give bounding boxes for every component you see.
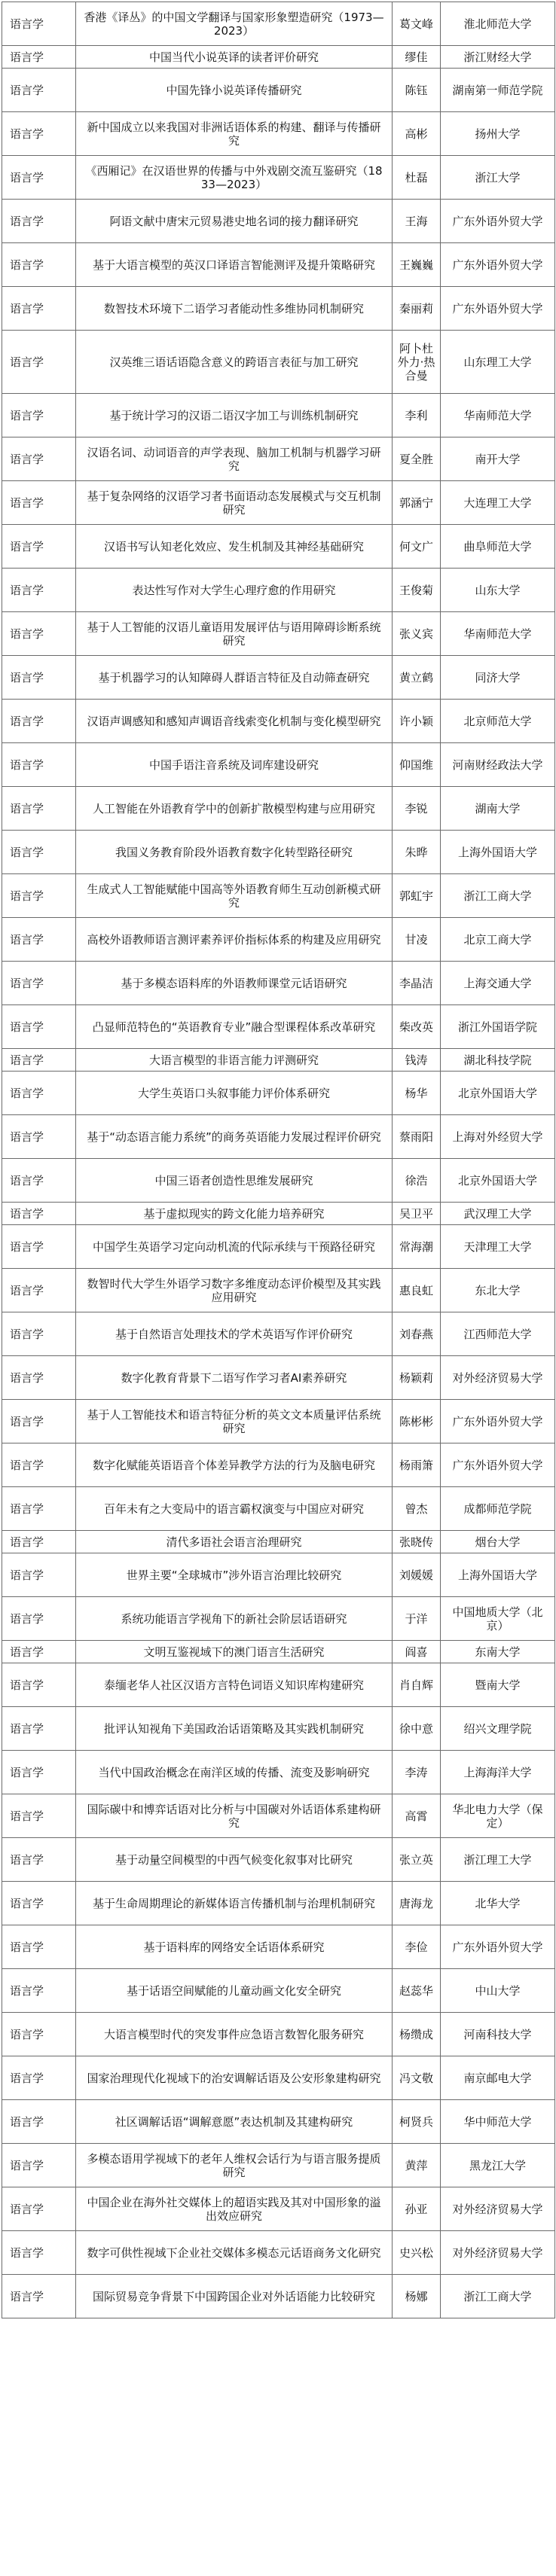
row-institution-cell: 北京外国语大学: [441, 1159, 555, 1203]
table-row: [2, 874, 555, 918]
table-row: [2, 2056, 555, 2100]
row-person-cell: 夏全胜: [393, 437, 441, 481]
row-title-cell: 大语言模型的非语言能力评测研究: [76, 1049, 393, 1072]
row-person-cell: 杜磊: [393, 156, 441, 200]
table-row: [2, 1005, 555, 1049]
row-person-cell: 李涛: [393, 1751, 441, 1794]
row-title-cell: 国际贸易竞争背景下中国跨国企业对外话语能力比较研究: [76, 2275, 393, 2318]
row-institution-cell: 广东外语外贸大学: [441, 243, 555, 287]
row-title-cell: 基于自然语言处理技术的学术英语写作评价研究: [76, 1312, 393, 1356]
row-institution-cell: 淮北师范大学: [441, 2, 555, 46]
row-person-cell: 刘媛媛: [393, 1553, 441, 1597]
row-field-cell: 语言学: [2, 46, 76, 69]
row-institution-cell: 暨南大学: [441, 1663, 555, 1707]
row-field-cell: 语言学: [2, 656, 76, 700]
table-row: [2, 743, 555, 787]
row-institution-cell: 广东外语外贸大学: [441, 287, 555, 331]
row-person-cell: 杨娜: [393, 2275, 441, 2318]
row-person-cell: 陈钰: [393, 69, 441, 112]
row-person-cell: 王海: [393, 200, 441, 243]
row-field-cell: 语言学: [2, 394, 76, 437]
row-field-cell: 语言学: [2, 1487, 76, 1531]
row-title-cell: 数智时代大学生外语学习数字多维度动态评价模型及其实践应用研究: [76, 1269, 393, 1312]
row-institution-cell: 曲阜师范大学: [441, 525, 555, 569]
row-title-cell: 汉英维三语话语隐含意义的跨语言表征与加工研究: [76, 331, 393, 394]
table-row: [2, 1072, 555, 1115]
row-title-cell: 表达性写作对大学生心理疗愈的作用研究: [76, 569, 393, 612]
row-title-cell: 国际碳中和博弈话语对比分析与中国碳对外话语体系建构研究: [76, 1794, 393, 1838]
table-row: [2, 1400, 555, 1443]
row-institution-cell: 北华大学: [441, 1882, 555, 1925]
table-row: [2, 1356, 555, 1400]
row-institution-cell: 广东外语外贸大学: [441, 1443, 555, 1487]
row-field-cell: 语言学: [2, 918, 76, 962]
table-row: [2, 1443, 555, 1487]
row-institution-cell: 湖南大学: [441, 787, 555, 831]
table-row: [2, 437, 555, 481]
row-field-cell: 语言学: [2, 2100, 76, 2144]
row-title-cell: 大学生英语口头叙事能力评价体系研究: [76, 1072, 393, 1115]
row-institution-cell: 武汉理工大学: [441, 1203, 555, 1225]
row-field-cell: 语言学: [2, 1400, 76, 1443]
row-field-cell: 语言学: [2, 1663, 76, 1707]
row-field-cell: 语言学: [2, 1969, 76, 2013]
row-title-cell: 多模态语用学视域下的老年人维权会话行为与语言服务提质研究: [76, 2144, 393, 2187]
row-title-cell: 中国学生英语学习定向动机流的代际承续与干预路径研究: [76, 1225, 393, 1269]
row-field-cell: 语言学: [2, 2056, 76, 2100]
row-field-cell: 语言学: [2, 1597, 76, 1641]
row-person-cell: 柴改英: [393, 1005, 441, 1049]
row-person-cell: 何文广: [393, 525, 441, 569]
row-title-cell: 泰缅老华人社区汉语方言特色词语义知识库构建研究: [76, 1663, 393, 1707]
table-row: [2, 1203, 555, 1225]
row-person-cell: 刘春燕: [393, 1312, 441, 1356]
row-field-cell: 语言学: [2, 1925, 76, 1969]
row-person-cell: 李利: [393, 394, 441, 437]
row-title-cell: 中国先锋小说英译传播研究: [76, 69, 393, 112]
row-field-cell: 语言学: [2, 1312, 76, 1356]
table-row: [2, 962, 555, 1005]
row-title-cell: 阿语文献中唐宋元贸易港史地名词的接力翻译研究: [76, 200, 393, 243]
row-title-cell: 百年未有之大变局中的语言霸权演变与中国应对研究: [76, 1487, 393, 1531]
row-person-cell: 肖自辉: [393, 1663, 441, 1707]
table-row: [2, 156, 555, 200]
row-title-cell: 基于多模态语料库的外语教师课堂元话语研究: [76, 962, 393, 1005]
row-title-cell: 系统功能语言学视角下的新社会阶层话语研究: [76, 1597, 393, 1641]
row-institution-cell: 中国地质大学（北京）: [441, 1597, 555, 1641]
row-title-cell: 数字化赋能英语语音个体差异教学方法的行为及脑电研究: [76, 1443, 393, 1487]
row-institution-cell: 对外经济贸易大学: [441, 1356, 555, 1400]
row-person-cell: 柯贤兵: [393, 2100, 441, 2144]
row-field-cell: 语言学: [2, 1531, 76, 1553]
table-row: [2, 918, 555, 962]
table-row: [2, 1115, 555, 1159]
table-row: [2, 1751, 555, 1794]
row-field-cell: 语言学: [2, 437, 76, 481]
table-row: [2, 1925, 555, 1969]
row-field-cell: 语言学: [2, 1707, 76, 1751]
row-field-cell: 语言学: [2, 1203, 76, 1225]
row-title-cell: 数字化教育背景下二语写作学习者AI素养研究: [76, 1356, 393, 1400]
row-institution-cell: 河南科技大学: [441, 2013, 555, 2056]
row-field-cell: 语言学: [2, 831, 76, 874]
table-row: [2, 1487, 555, 1531]
row-title-cell: 文明互鉴视域下的澳门语言生活研究: [76, 1641, 393, 1663]
table-row: [2, 1312, 555, 1356]
row-field-cell: 语言学: [2, 1005, 76, 1049]
row-person-cell: 甘凌: [393, 918, 441, 962]
row-person-cell: 冯文敬: [393, 2056, 441, 2100]
table-row: [2, 1663, 555, 1707]
row-person-cell: 李晶洁: [393, 962, 441, 1005]
row-title-cell: 世界主要“全球城市”涉外语言治理比较研究: [76, 1553, 393, 1597]
row-title-cell: 基于人工智能技术和语言特征分析的英文文本质量评估系统研究: [76, 1400, 393, 1443]
row-field-cell: 语言学: [2, 787, 76, 831]
row-title-cell: 批评认知视角下美国政治话语策略及其实践机制研究: [76, 1707, 393, 1751]
row-person-cell: 高霄: [393, 1794, 441, 1838]
row-institution-cell: 上海外国语大学: [441, 831, 555, 874]
row-title-cell: 基于复杂网络的汉语学习者书面语动态发展模式与交互机制研究: [76, 481, 393, 525]
row-institution-cell: 北京师范大学: [441, 700, 555, 743]
row-field-cell: 语言学: [2, 1269, 76, 1312]
row-title-cell: 基于话语空间赋能的儿童动画文化安全研究: [76, 1969, 393, 2013]
row-person-cell: 徐浩: [393, 1159, 441, 1203]
table-row: [2, 1882, 555, 1925]
row-person-cell: 赵蕊华: [393, 1969, 441, 2013]
row-person-cell: 杨颖莉: [393, 1356, 441, 1400]
row-person-cell: 杨缵成: [393, 2013, 441, 2056]
row-institution-cell: 广东外语外贸大学: [441, 200, 555, 243]
row-title-cell: 当代中国政治概念在南洋区域的传播、流变及影响研究: [76, 1751, 393, 1794]
table-row: [2, 1794, 555, 1838]
row-person-cell: 常海潮: [393, 1225, 441, 1269]
row-person-cell: 黄立鹤: [393, 656, 441, 700]
row-field-cell: 语言学: [2, 612, 76, 656]
row-person-cell: 王俊菊: [393, 569, 441, 612]
table-row: [2, 831, 555, 874]
table-row: [2, 112, 555, 156]
row-field-cell: 语言学: [2, 1641, 76, 1663]
row-title-cell: 基于人工智能的汉语儿童语用发展评估与语用障碍诊断系统研究: [76, 612, 393, 656]
row-institution-cell: 东南大学: [441, 1641, 555, 1663]
row-title-cell: 基于机器学习的认知障碍人群语言特征及自动筛查研究: [76, 656, 393, 700]
row-person-cell: 葛文峰: [393, 2, 441, 46]
row-institution-cell: 湖北科技学院: [441, 1049, 555, 1072]
row-person-cell: 杨华: [393, 1072, 441, 1115]
row-field-cell: 语言学: [2, 331, 76, 394]
row-title-cell: 中国手语注音系统及词库建设研究: [76, 743, 393, 787]
table-row: [2, 69, 555, 112]
row-title-cell: 基于动量空间模型的中西气候变化叙事对比研究: [76, 1838, 393, 1882]
table-row: [2, 2275, 555, 2318]
row-title-cell: 香港《译丛》的中国文学翻译与国家形象塑造研究（1973—2023）: [76, 2, 393, 46]
row-institution-cell: 同济大学: [441, 656, 555, 700]
row-person-cell: 王巍巍: [393, 243, 441, 287]
row-institution-cell: 华北电力大学（保定）: [441, 1794, 555, 1838]
table-row: [2, 525, 555, 569]
table-row: [2, 787, 555, 831]
row-person-cell: 孙亚: [393, 2187, 441, 2231]
row-person-cell: 张晓传: [393, 1531, 441, 1553]
row-person-cell: 高彬: [393, 112, 441, 156]
row-institution-cell: 上海外国语大学: [441, 1553, 555, 1597]
row-person-cell: 杨雨箫: [393, 1443, 441, 1487]
row-institution-cell: 浙江工商大学: [441, 874, 555, 918]
row-title-cell: 大语言模型时代的突发事件应急语言数智化服务研究: [76, 2013, 393, 2056]
table-row: [2, 569, 555, 612]
table-row: [2, 1269, 555, 1312]
table-row: [2, 331, 555, 394]
table-row: [2, 2231, 555, 2275]
row-institution-cell: 扬州大学: [441, 112, 555, 156]
row-person-cell: 吴卫平: [393, 1203, 441, 1225]
row-institution-cell: 东北大学: [441, 1269, 555, 1312]
row-institution-cell: 中山大学: [441, 1969, 555, 2013]
row-person-cell: 郭涵宁: [393, 481, 441, 525]
row-person-cell: 李俭: [393, 1925, 441, 1969]
row-title-cell: 基于统计学习的汉语二语汉字加工与训练机制研究: [76, 394, 393, 437]
row-field-cell: 语言学: [2, 1553, 76, 1597]
row-title-cell: 基于“动态语言能力系统”的商务英语能力发展过程评价研究: [76, 1115, 393, 1159]
row-institution-cell: 浙江外国语学院: [441, 1005, 555, 1049]
row-institution-cell: 上海交通大学: [441, 962, 555, 1005]
row-person-cell: 秦丽莉: [393, 287, 441, 331]
row-person-cell: 阎喜: [393, 1641, 441, 1663]
table-row: [2, 1969, 555, 2013]
row-field-cell: 语言学: [2, 1838, 76, 1882]
row-institution-cell: 绍兴文理学院: [441, 1707, 555, 1751]
row-field-cell: 语言学: [2, 287, 76, 331]
row-person-cell: 蔡雨阳: [393, 1115, 441, 1159]
row-person-cell: 朱晔: [393, 831, 441, 874]
row-person-cell: 史兴松: [393, 2231, 441, 2275]
table-row: [2, 1049, 555, 1072]
row-field-cell: 语言学: [2, 743, 76, 787]
row-institution-cell: 湖南第一师范学院: [441, 69, 555, 112]
row-title-cell: 基于生命周期理论的新媒体语言传播机制与治理机制研究: [76, 1882, 393, 1925]
row-title-cell: 清代多语社会语言治理研究: [76, 1531, 393, 1553]
table-row: [2, 2100, 555, 2144]
table-row: [2, 287, 555, 331]
row-field-cell: 语言学: [2, 243, 76, 287]
row-title-cell: 基于语料库的网络安全话语体系研究: [76, 1925, 393, 1969]
row-title-cell: 数字可供性视域下企业社交媒体多模态元话语商务文化研究: [76, 2231, 393, 2275]
row-institution-cell: 山东理工大学: [441, 331, 555, 394]
row-field-cell: 语言学: [2, 1751, 76, 1794]
row-institution-cell: 河南财经政法大学: [441, 743, 555, 787]
table-row: [2, 1225, 555, 1269]
table-row: [2, 46, 555, 69]
row-field-cell: 语言学: [2, 1115, 76, 1159]
row-field-cell: 语言学: [2, 156, 76, 200]
row-title-cell: 基于虚拟现实的跨文化能力培养研究: [76, 1203, 393, 1225]
row-title-cell: 数智技术环境下二语学习者能动性多维协同机制研究: [76, 287, 393, 331]
row-person-cell: 黄萍: [393, 2144, 441, 2187]
table-row: [2, 1159, 555, 1203]
row-field-cell: 语言学: [2, 1225, 76, 1269]
row-field-cell: 语言学: [2, 1443, 76, 1487]
row-field-cell: 语言学: [2, 874, 76, 918]
row-title-cell: 《西厢记》在汉语世界的传播与中外戏剧交流互鉴研究（1833—2023）: [76, 156, 393, 200]
row-title-cell: 中国三语者创造性思维发展研究: [76, 1159, 393, 1203]
table-row: [2, 1838, 555, 1882]
row-institution-cell: 南开大学: [441, 437, 555, 481]
row-person-cell: 徐中意: [393, 1707, 441, 1751]
row-institution-cell: 江西师范大学: [441, 1312, 555, 1356]
row-field-cell: 语言学: [2, 2144, 76, 2187]
row-person-cell: 许小颖: [393, 700, 441, 743]
row-institution-cell: 北京工商大学: [441, 918, 555, 962]
row-person-cell: 唐海龙: [393, 1882, 441, 1925]
row-institution-cell: 南京邮电大学: [441, 2056, 555, 2100]
row-field-cell: 语言学: [2, 525, 76, 569]
row-title-cell: 生成式人工智能赋能中国高等外语教育师生互动创新模式研究: [76, 874, 393, 918]
project-table: [2, 2, 555, 2318]
row-institution-cell: 烟台大学: [441, 1531, 555, 1553]
row-field-cell: 语言学: [2, 962, 76, 1005]
table-row: [2, 2, 555, 46]
row-field-cell: 语言学: [2, 1356, 76, 1400]
table-row: [2, 1597, 555, 1641]
row-institution-cell: 黑龙江大学: [441, 2144, 555, 2187]
row-title-cell: 中国企业在海外社交媒体上的超语实践及其对中国形象的溢出效应研究: [76, 2187, 393, 2231]
row-field-cell: 语言学: [2, 2275, 76, 2318]
row-institution-cell: 成都师范学院: [441, 1487, 555, 1531]
table-row: [2, 1641, 555, 1663]
row-institution-cell: 华中师范大学: [441, 2100, 555, 2144]
row-person-cell: 张义宾: [393, 612, 441, 656]
row-person-cell: 惠良虹: [393, 1269, 441, 1312]
table-row: [2, 2144, 555, 2187]
row-field-cell: 语言学: [2, 1072, 76, 1115]
row-title-cell: 新中国成立以来我国对非洲话语体系的构建、翻译与传播研究: [76, 112, 393, 156]
table-row: [2, 2013, 555, 2056]
project-table-body: [2, 2, 555, 2318]
row-institution-cell: 对外经济贸易大学: [441, 2187, 555, 2231]
table-row: [2, 612, 555, 656]
row-field-cell: 语言学: [2, 2013, 76, 2056]
row-person-cell: 李锐: [393, 787, 441, 831]
row-field-cell: 语言学: [2, 200, 76, 243]
row-title-cell: 汉语声调感知和感知声调语音线索变化机制与变化模型研究: [76, 700, 393, 743]
row-title-cell: 中国当代小说英译的读者评价研究: [76, 46, 393, 69]
table-row: [2, 394, 555, 437]
row-institution-cell: 浙江理工大学: [441, 1838, 555, 1882]
row-institution-cell: 山东大学: [441, 569, 555, 612]
row-title-cell: 社区调解话语“调解意愿”表达机制及其建构研究: [76, 2100, 393, 2144]
row-person-cell: 仰国维: [393, 743, 441, 787]
row-institution-cell: 北京外国语大学: [441, 1072, 555, 1115]
row-field-cell: 语言学: [2, 569, 76, 612]
row-title-cell: 汉语名词、动词语音的声学表现、脑加工机制与机器学习研究: [76, 437, 393, 481]
row-person-cell: 缪佳: [393, 46, 441, 69]
row-field-cell: 语言学: [2, 69, 76, 112]
row-field-cell: 语言学: [2, 1794, 76, 1838]
row-field-cell: 语言学: [2, 2, 76, 46]
table-row: [2, 2187, 555, 2231]
row-field-cell: 语言学: [2, 1882, 76, 1925]
row-institution-cell: 浙江大学: [441, 156, 555, 200]
table-row: [2, 481, 555, 525]
table-row: [2, 656, 555, 700]
row-institution-cell: 上海对外经贸大学: [441, 1115, 555, 1159]
row-field-cell: 语言学: [2, 112, 76, 156]
row-institution-cell: 华南师范大学: [441, 612, 555, 656]
row-field-cell: 语言学: [2, 700, 76, 743]
table-row: [2, 1531, 555, 1553]
row-person-cell: 钱涛: [393, 1049, 441, 1072]
row-field-cell: 语言学: [2, 2231, 76, 2275]
table-row: [2, 1707, 555, 1751]
row-title-cell: 国家治理现代化视域下的治安调解话语及公安形象建构研究: [76, 2056, 393, 2100]
row-institution-cell: 华南师范大学: [441, 394, 555, 437]
row-institution-cell: 对外经济贸易大学: [441, 2231, 555, 2275]
row-field-cell: 语言学: [2, 2187, 76, 2231]
row-title-cell: 我国义务教育阶段外语教育数字化转型路径研究: [76, 831, 393, 874]
row-institution-cell: 浙江工商大学: [441, 2275, 555, 2318]
row-field-cell: 语言学: [2, 481, 76, 525]
row-institution-cell: 广东外语外贸大学: [441, 1925, 555, 1969]
row-person-cell: 曾杰: [393, 1487, 441, 1531]
row-institution-cell: 上海海洋大学: [441, 1751, 555, 1794]
row-person-cell: 张立英: [393, 1838, 441, 1882]
table-row: [2, 700, 555, 743]
table-row: [2, 200, 555, 243]
row-title-cell: 基于大语言模型的英汉口译语言智能测评及提升策略研究: [76, 243, 393, 287]
row-institution-cell: 广东外语外贸大学: [441, 1400, 555, 1443]
row-institution-cell: 天津理工大学: [441, 1225, 555, 1269]
row-person-cell: 陈彬彬: [393, 1400, 441, 1443]
row-title-cell: 凸显师范特色的“英语教育专业”融合型课程体系改革研究: [76, 1005, 393, 1049]
row-field-cell: 语言学: [2, 1159, 76, 1203]
row-institution-cell: 大连理工大学: [441, 481, 555, 525]
row-title-cell: 人工智能在外语教育学中的创新扩散模型构建与应用研究: [76, 787, 393, 831]
row-field-cell: 语言学: [2, 1049, 76, 1072]
row-institution-cell: 浙江财经大学: [441, 46, 555, 69]
table-row: [2, 243, 555, 287]
row-title-cell: 高校外语教师语言测评素养评价指标体系的构建及应用研究: [76, 918, 393, 962]
row-person-cell: 郭虹宇: [393, 874, 441, 918]
row-title-cell: 汉语书写认知老化效应、发生机制及其神经基础研究: [76, 525, 393, 569]
row-person-cell: 于洋: [393, 1597, 441, 1641]
row-person-cell: 阿卜杜外力·热合曼: [393, 331, 441, 394]
table-row: [2, 1553, 555, 1597]
